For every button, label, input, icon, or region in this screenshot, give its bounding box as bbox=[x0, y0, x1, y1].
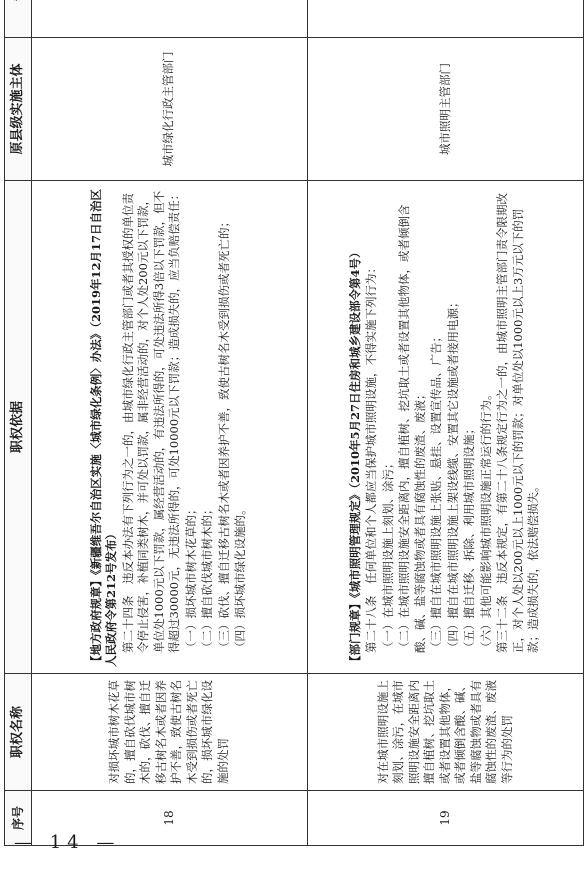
row-dept: 城市照明主管部门 bbox=[307, 38, 583, 181]
basis-line: 第二十四条 违反本办法有下列行为之一的，由城市绿化行政主管部门或者其授权的单位责令停止侵害，补植同类树木，并可处以罚款，属非经营活动的，对个人处200元以下罚款，单位处1000元以下罚款，属经营活动的，有违法所得的，可处违法所得3倍以下罚款，但不得超过30000元，无违法所得的，可处10000元以下罚款；造成损失的，应当负赔偿责任： bbox=[120, 188, 182, 653]
row-name: 对损坏城市树木花草的，擅自砍伐城市树木的，砍伐、擅自迁移古树名木或者因养护不善，致使古树名木受到损伤或者死亡的，损坏城市绿化设施的处罚 bbox=[31, 674, 307, 791]
row-note bbox=[307, 0, 583, 38]
header-name: 职权名称 bbox=[5, 674, 32, 791]
basis-line: 第三十二条 违反本规定，有第二十八条规定行为之一的，由城市照明主管部门责令限期改正，对个人处以200元以上1000元以下的罚款；对单位处以1000元以上3万元以下的罚款；造成损失的，依法赔偿损失。 bbox=[495, 193, 541, 653]
basis-title: 【地方政府规章】《新疆维吾尔自治区实施〈城市绿化条例〉办法》（2019年12月17日自治区人民政府令第212号发布） bbox=[88, 188, 119, 667]
basis-line: （四）损坏城市绿化设施的。 bbox=[233, 503, 248, 653]
basis-line: （二）在城市照明设施安全距离内，擅自植树、挖坑取土或者设置其他物体，或者倾倒含酸、碱、盐等腐蚀物或者具有腐蚀性的废渣、废液； bbox=[397, 204, 427, 653]
row-dept: 城市绿化行政主管部门 bbox=[31, 38, 307, 181]
basis-line: （六）其他可能影响城市照明设施正常运行的行为。 bbox=[478, 388, 493, 653]
table-header-row bbox=[5, 0, 32, 846]
basis-line: （一）损坏城市树木花草的； bbox=[183, 503, 198, 653]
row-no: 18 bbox=[31, 791, 307, 846]
row-no: 19 bbox=[307, 791, 583, 846]
row-basis bbox=[307, 181, 583, 674]
page-number: — 14 — bbox=[14, 832, 121, 853]
table-row bbox=[307, 0, 583, 846]
basis-line: （一）在城市照明设施上刻划、涂污； bbox=[380, 457, 395, 653]
rotated-table-container bbox=[4, 4, 584, 846]
basis-line: （三）擅自在城市照明设施上张贴、悬挂、设置宣传品、广告； bbox=[429, 331, 444, 653]
basis-line: 第二十八条 任何单位和个人都应当保护城市照明设施，不得实施下列行为： bbox=[364, 262, 379, 653]
basis-line: （三）砍伐、擅自迁移古树名木或者因养护不善，致使古树名木受到损伤或者死亡的； bbox=[216, 216, 231, 653]
row-basis bbox=[31, 181, 307, 674]
basis-line: （二）擅自砍伐城市树木的； bbox=[200, 503, 215, 653]
header-basis: 职权依据 bbox=[5, 181, 32, 674]
basis-line: （四）擅自在城市照明设施上架设线缆、安置其它设施或者接用电源； bbox=[445, 296, 460, 653]
authority-table bbox=[4, 0, 584, 846]
table-row bbox=[31, 0, 307, 846]
basis-line: （五）擅自迁移、拆除、利用城市照明设施； bbox=[462, 423, 477, 653]
row-name: 对在城市照明设施上刻划、涂污，在城市照明设施安全距离内擅自植树、挖坑取土或者设置其他物体，或者倾倒含酸、碱、盐等腐蚀物或者具有腐蚀性的废渣、废液等行为的处罚 bbox=[307, 674, 583, 791]
row-note bbox=[31, 0, 307, 38]
basis-title: 【部门规章】《城市照明管理规定》（2010年5月27日住房和城乡建设部令第4号） bbox=[347, 246, 362, 667]
header-no: 序号 bbox=[5, 791, 32, 846]
header-dept: 原县级实施主体 bbox=[5, 38, 32, 181]
header-note bbox=[5, 0, 32, 38]
